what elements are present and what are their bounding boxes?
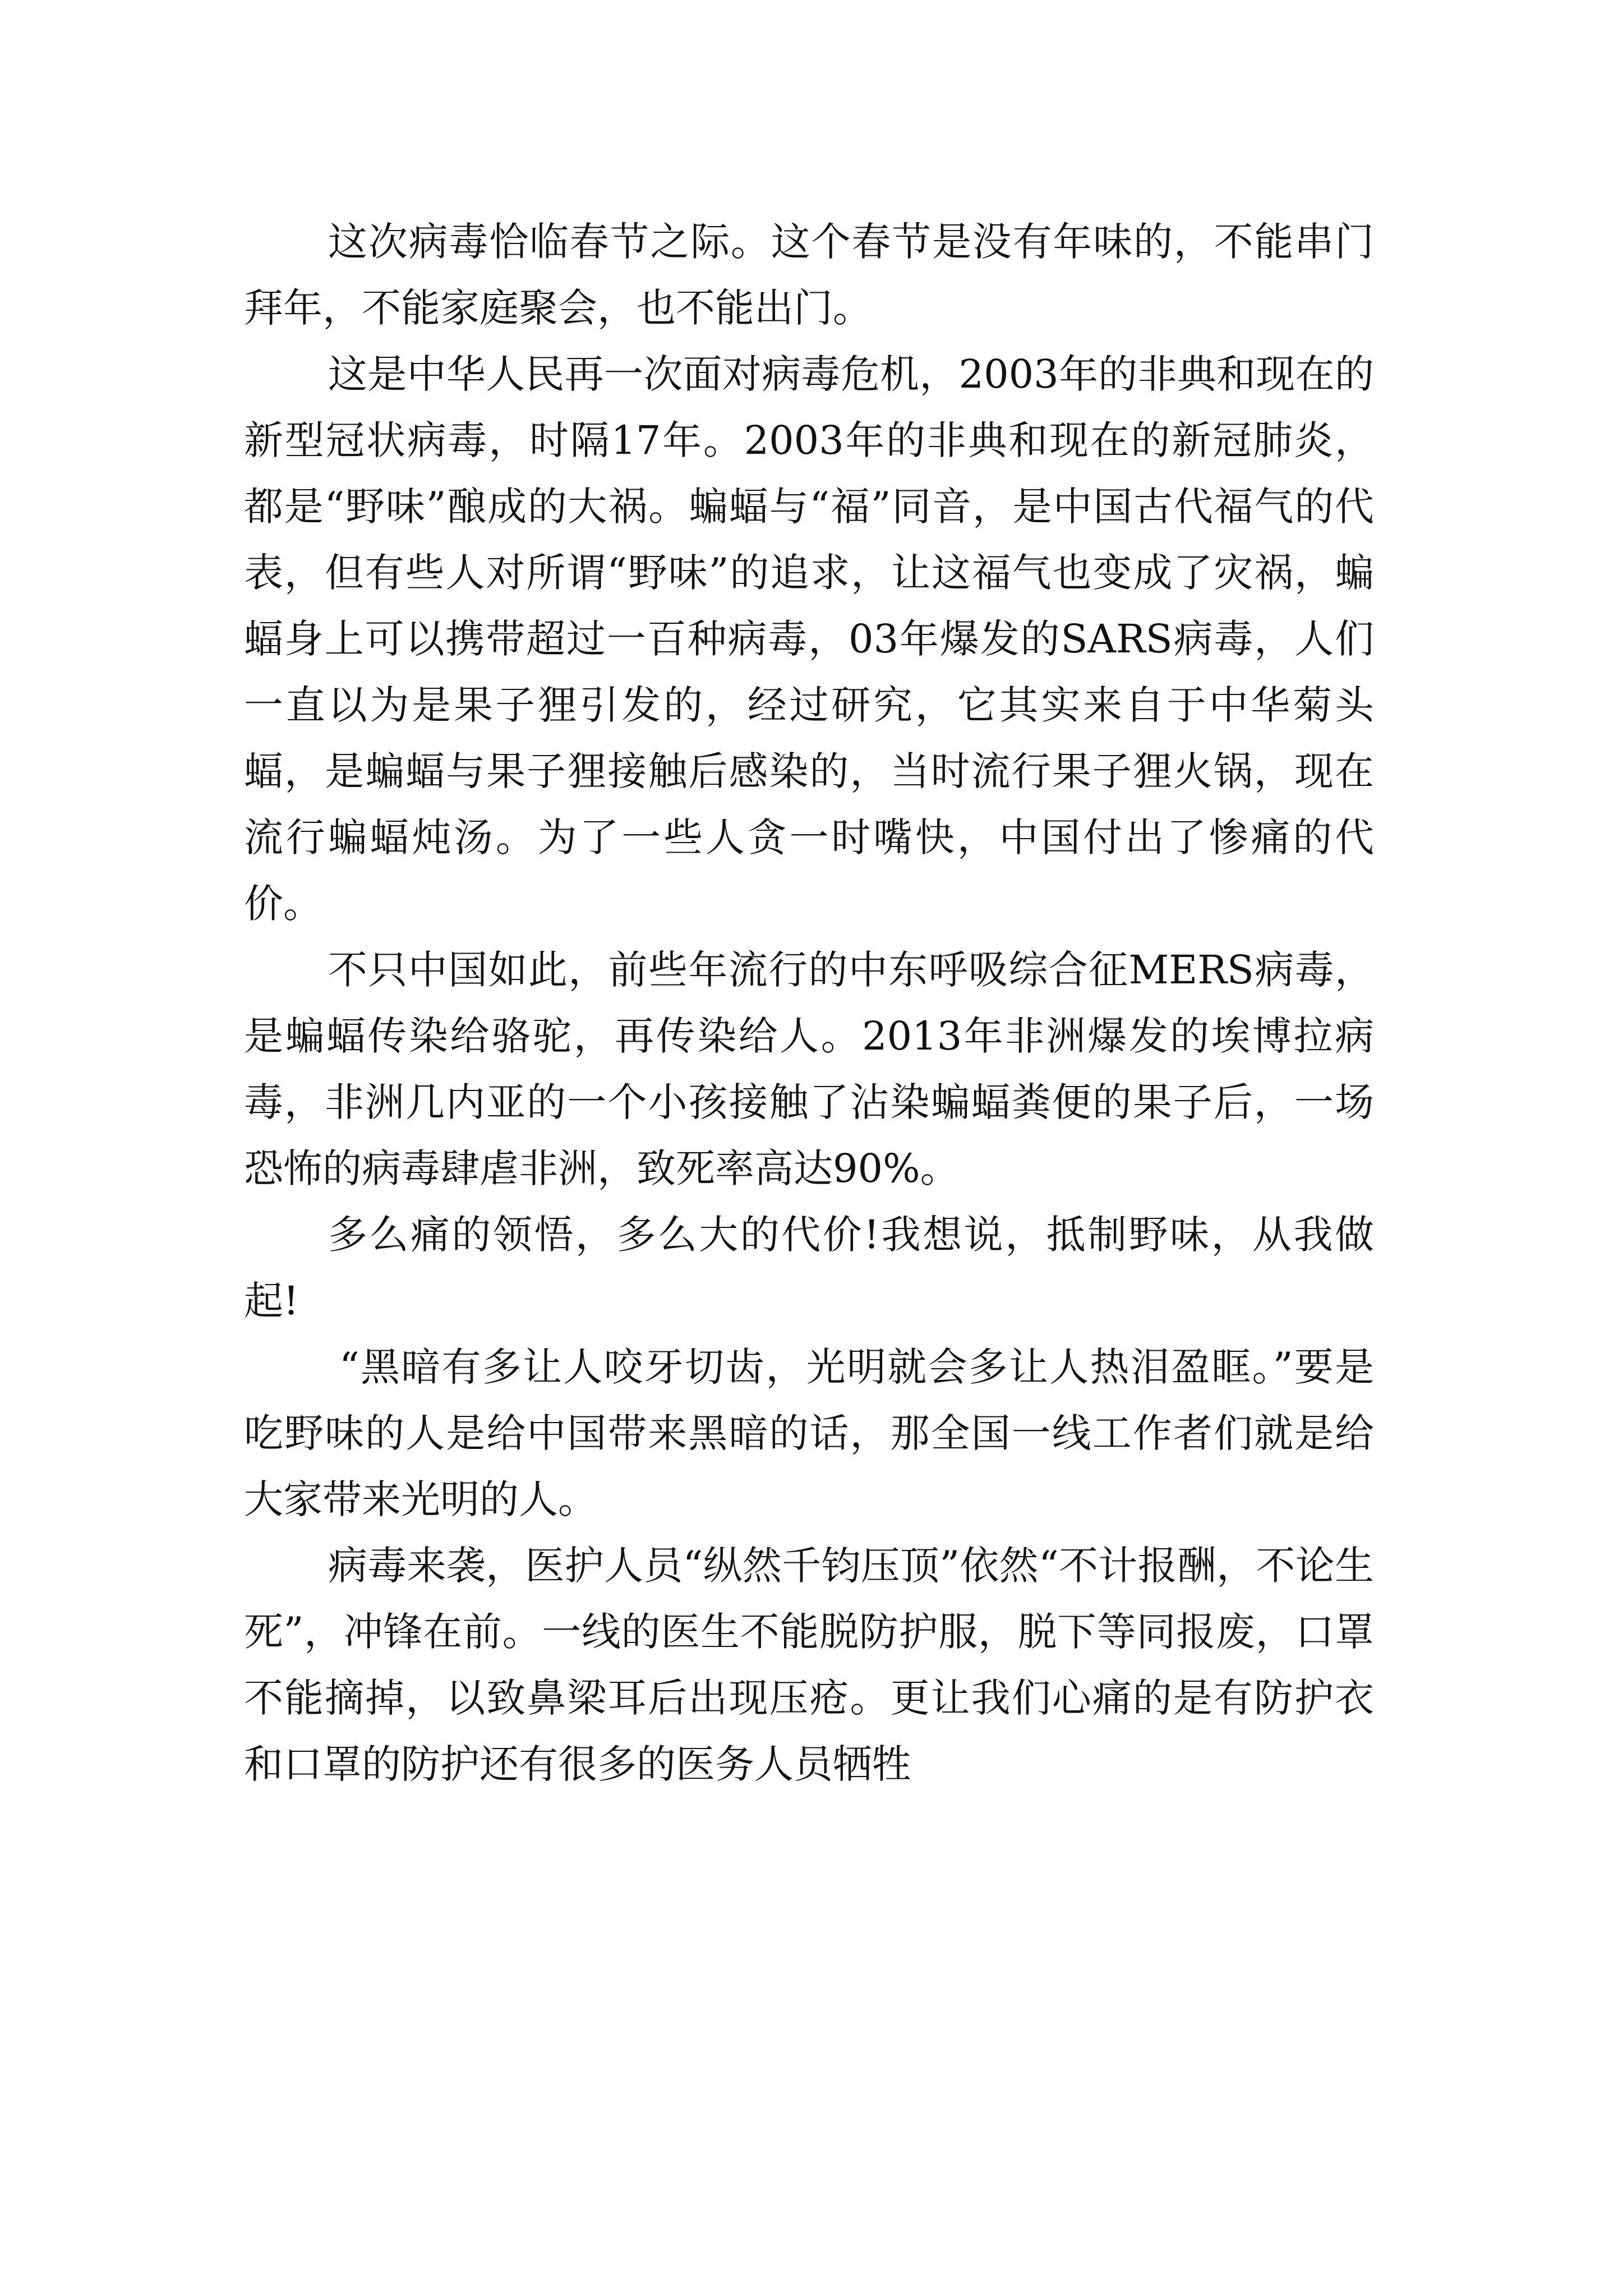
paragraph-resist-wild-game: 多么痛的领悟，多么大的代价!我想说，抵制野味，从我做起! [244, 1212, 1374, 1324]
paragraph-medical-staff: 病毒来袭，医护人员“纵然千钧压顶”依然“不计报酬，不论生死”，冲锋在前。一线的医生不能脱防护服，脱下等同报废，口罩不能摘掉，以致鼻梁耳后出现压疮。更让我们心痛的是有防护衣和口罩的防护还有很多的医务人员牺牲 [244, 1543, 1374, 1787]
paragraph-virus-crisis: 这是中华人民再一次面对病毒危机，2003年的非典和现在的新型冠状病毒，时隔17年。2003年的非典和现在的新冠肺炎，都是“野味”酿成的大祸。蝙蝠与“福”同音，是中国古代福气的代表，但有些人对所谓“野味”的追求，让这福气也变成了灾祸，蝙蝠身上可以携带超过一百种病毒，03年爆发的SARS病毒，人们一直以为是果子狸引发的，经过研究，它其实来自于中华菊头蝠，是蝙蝠与果子狸接触后感染的，当时流行果子狸火锅，现在流行蝙蝠炖汤。为了一些人贪一时嘴快，中国付出了惨痛的代价。 [244, 351, 1374, 927]
paragraph-darkness-light: “黑暗有多让人咬牙切齿，光明就会多让人热泪盈眶。”要是吃野味的人是给中国带来黑暗的话，那全国一线工作者们就是给大家带来光明的人。 [244, 1344, 1374, 1522]
body-text [244, 209, 1374, 1797]
paragraph-spring-festival: 这次病毒恰临春节之际。这个春节是没有年味的，不能串门拜年，不能家庭聚会，也不能出门。 [244, 219, 1374, 331]
paragraph-mers-ebola: 不只中国如此，前些年流行的中东呼吸综合征MERS病毒，是蝙蝠传染给骆驼，再传染给人。2013年非洲爆发的埃博拉病毒，非洲几内亚的一个小孩接触了沾染蝙蝠粪便的果子后，一场恐怖的病毒肆虐非洲，致死率高达90%。 [244, 947, 1374, 1191]
